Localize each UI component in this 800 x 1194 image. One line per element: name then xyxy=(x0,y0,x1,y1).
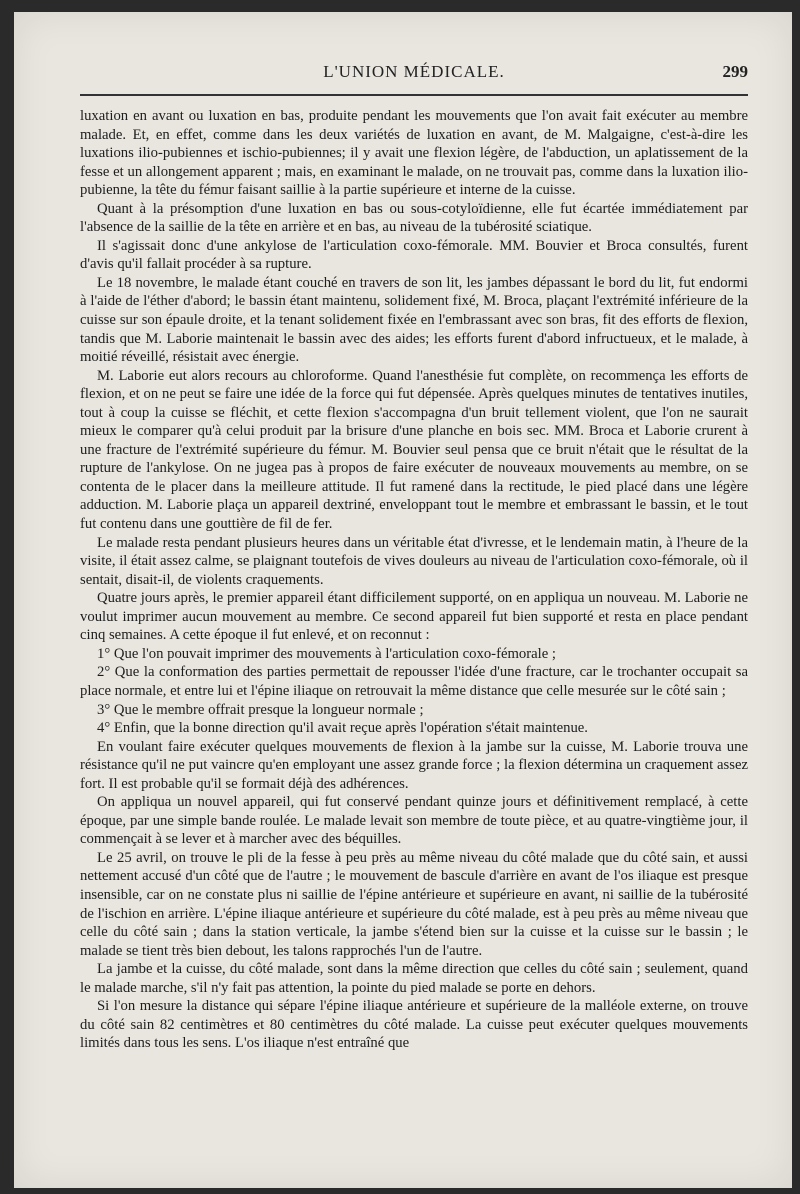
paragraph: Le malade resta pendant plusieurs heures dans un véritable état d'ivresse, et le lendemain matin, à l'heure de la visite, il était assez calme, se plaignant toutefois de vives douleurs au niveau de l'articulation coxo-fémorale, où il sentait, disait-il, de violents craquements. xyxy=(80,534,748,588)
list-item: 1° Que l'on pouvait imprimer des mouvements à l'articulation coxo-fémorale ; xyxy=(97,645,557,662)
paragraph: Le 25 avril, on trouve le pli de la fesse à peu près au même niveau du côté malade que du côté sain, et aussi nettement accusé d'un côté que de l'autre ; le mouvement de bascule d'arrière en avant de l'os iliaque est presque insensible, car on ne constate plus ni saillie de l'épine antérieure et supérieure en avant, ni saillie de la tubérosité de l'ischion en arrière. L'épine iliaque antérieure et supérieure du côté malade, est à peu près au même niveau que celle du côté sain ; dans la station verticale, la jambe s'étend bien sur la cuisse et la cuisse sur le bassin ; le malade se tient très bien debout, les talons rapprochés l'un de l'autre. xyxy=(80,849,748,959)
paragraph: Si l'on mesure la distance qui sépare l'épine iliaque antérieure et supérieure de la malléole externe, on trouve du côté sain 82 centimètres et 80 centimètres du côté malade. La cuisse peut exécuter quelques mouvements limités dans tous les sens. L'os iliaque n'est entraîné que xyxy=(80,998,748,1052)
paragraph: Il s'agissait donc d'une ankylose de l'articulation coxo-fémorale. MM. Bouvier et Broca consultés, furent d'avis qu'il fallait procéder à sa rupture. xyxy=(80,237,748,273)
paragraph: La jambe et la cuisse, du côté malade, sont dans la même direction que celles du côté sain ; seulement, quand le malade marche, s'il n'y fait pas attention, la pointe du pied malade se porte en dehors. xyxy=(80,961,748,996)
paragraph: Le 18 novembre, le malade étant couché en travers de son lit, les jambes dépassant le bord du lit, fut endormi à l'aide de l'éther d'abord; le bassin étant maintenu, solidement fixé, M. Broca, plaçant l'extrémité inférieure de la cuisse sur son épaule droite, et la tenant solidement fixée en l'embrassant avec son bras, fit des efforts de flexion, tandis que M. Laborie maintenait le bassin avec des aides; les efforts furent d'abord infructueux, et le malade, à moitié réveillé, résistait avec énergie. xyxy=(80,274,748,366)
page-header xyxy=(80,62,748,96)
page-number: 299 xyxy=(722,62,748,81)
list-item: 3° Que le membre offrait presque la longueur normale ; xyxy=(97,701,424,718)
article-body xyxy=(80,107,748,1053)
header-rule xyxy=(80,94,748,96)
running-title: L'UNION MÉDICALE. xyxy=(323,62,505,81)
list-item: 4° Enfin, que la bonne direction qu'il avait reçue après l'opération s'était maintenue. xyxy=(97,720,588,737)
paragraph: En voulant faire exécuter quelques mouvements de flexion à la jambe sur la cuisse, M. Laborie trouva une résistance qu'il ne put vaincre qu'en employant une assez grande force ; la flexion détermina un craquement assez fort. Il est probable qu'il se formait déjà des adhérences. xyxy=(80,738,748,792)
paragraph: Quatre jours après, le premier appareil étant difficilement supporté, on en appliqua un nouveau. M. Laborie ne voulut imprimer aucun mouvement au membre. Ce second appareil fut bien supporté et resta en place pendant cinq semaines. A cette époque il fut enlevé, et on reconnut : xyxy=(80,590,748,644)
paragraph: On appliqua un nouvel appareil, qui fut conservé pendant quinze jours et définitivement remplacé, à cette époque, par une simple bande roulée. Le malade levait son membre de toute pièce, et au quatre-vingtième jour, il commençait à se lever et à marcher avec des béquilles. xyxy=(80,794,748,848)
paragraph: luxation en avant ou luxation en bas, produite pendant les mouvements que l'on avait fait exécuter au membre malade. Et, en effet, comme dans les deux variétés de luxation en avant, de M. Malgaigne, c'est-à-dire les luxations ilio-pubiennes et ischio-pubiennes; il y avait une flexion légère, de l'abduction, un aplatissement de la fesse et un allongement apparent ; mais, en examinant le malade, on ne trouvait pas, comme dans la luxation ilio-pubienne, la tête du fémur faisant saillie à la partie supérieure et interne de la cuisse. xyxy=(80,108,748,199)
paragraph: M. Laborie eut alors recours au chloroforme. Quand l'anesthésie fut complète, on recommença les efforts de flexion, et on ne peut se faire une idée de la force qui fut dépensée. Après quelques minutes de tentatives inutiles, tout à coup la cuisse se fléchit, et cette flexion s'accompagna d'un bruit tellement violent, que l'on ne saurait mieux le comparer qu'à celui produit par la brisure d'une planche en bois sec. MM. Broca et Laborie crurent à une fracture de l'extrémité supérieure du fémur. M. Bouvier seul pensa que ce bruit n'était que le résultat de la rupture de l'ankylose. On ne jugea pas à propos de faire exécuter de nouveaux mouvements au membre, on se contenta de le placer dans la meilleure attitude. Il fut ramené dans la rectitude, le pied placé dans une légère adduction. M. Laborie plaça un appareil dextriné, enveloppant tout le membre et embrassant le bassin, et le tout fut contenu dans une gouttière de fil de fer. xyxy=(80,367,748,533)
paragraph: Quant à la présomption d'une luxation en bas ou sous-cotyloïdienne, elle fut écartée immédiatement par l'absence de la saillie de la tête en arrière et en bas, au niveau de la tubérosité sciatique. xyxy=(80,200,748,236)
list-item: 2° Que la conformation des parties permettait de repousser l'idée d'une fracture, car le trochanter occupait sa place normale, et entre lui et l'épine iliaque on retrouvait la même distance que celle mesurée sur le côté sain ; xyxy=(80,664,748,699)
document-page xyxy=(14,12,792,1188)
